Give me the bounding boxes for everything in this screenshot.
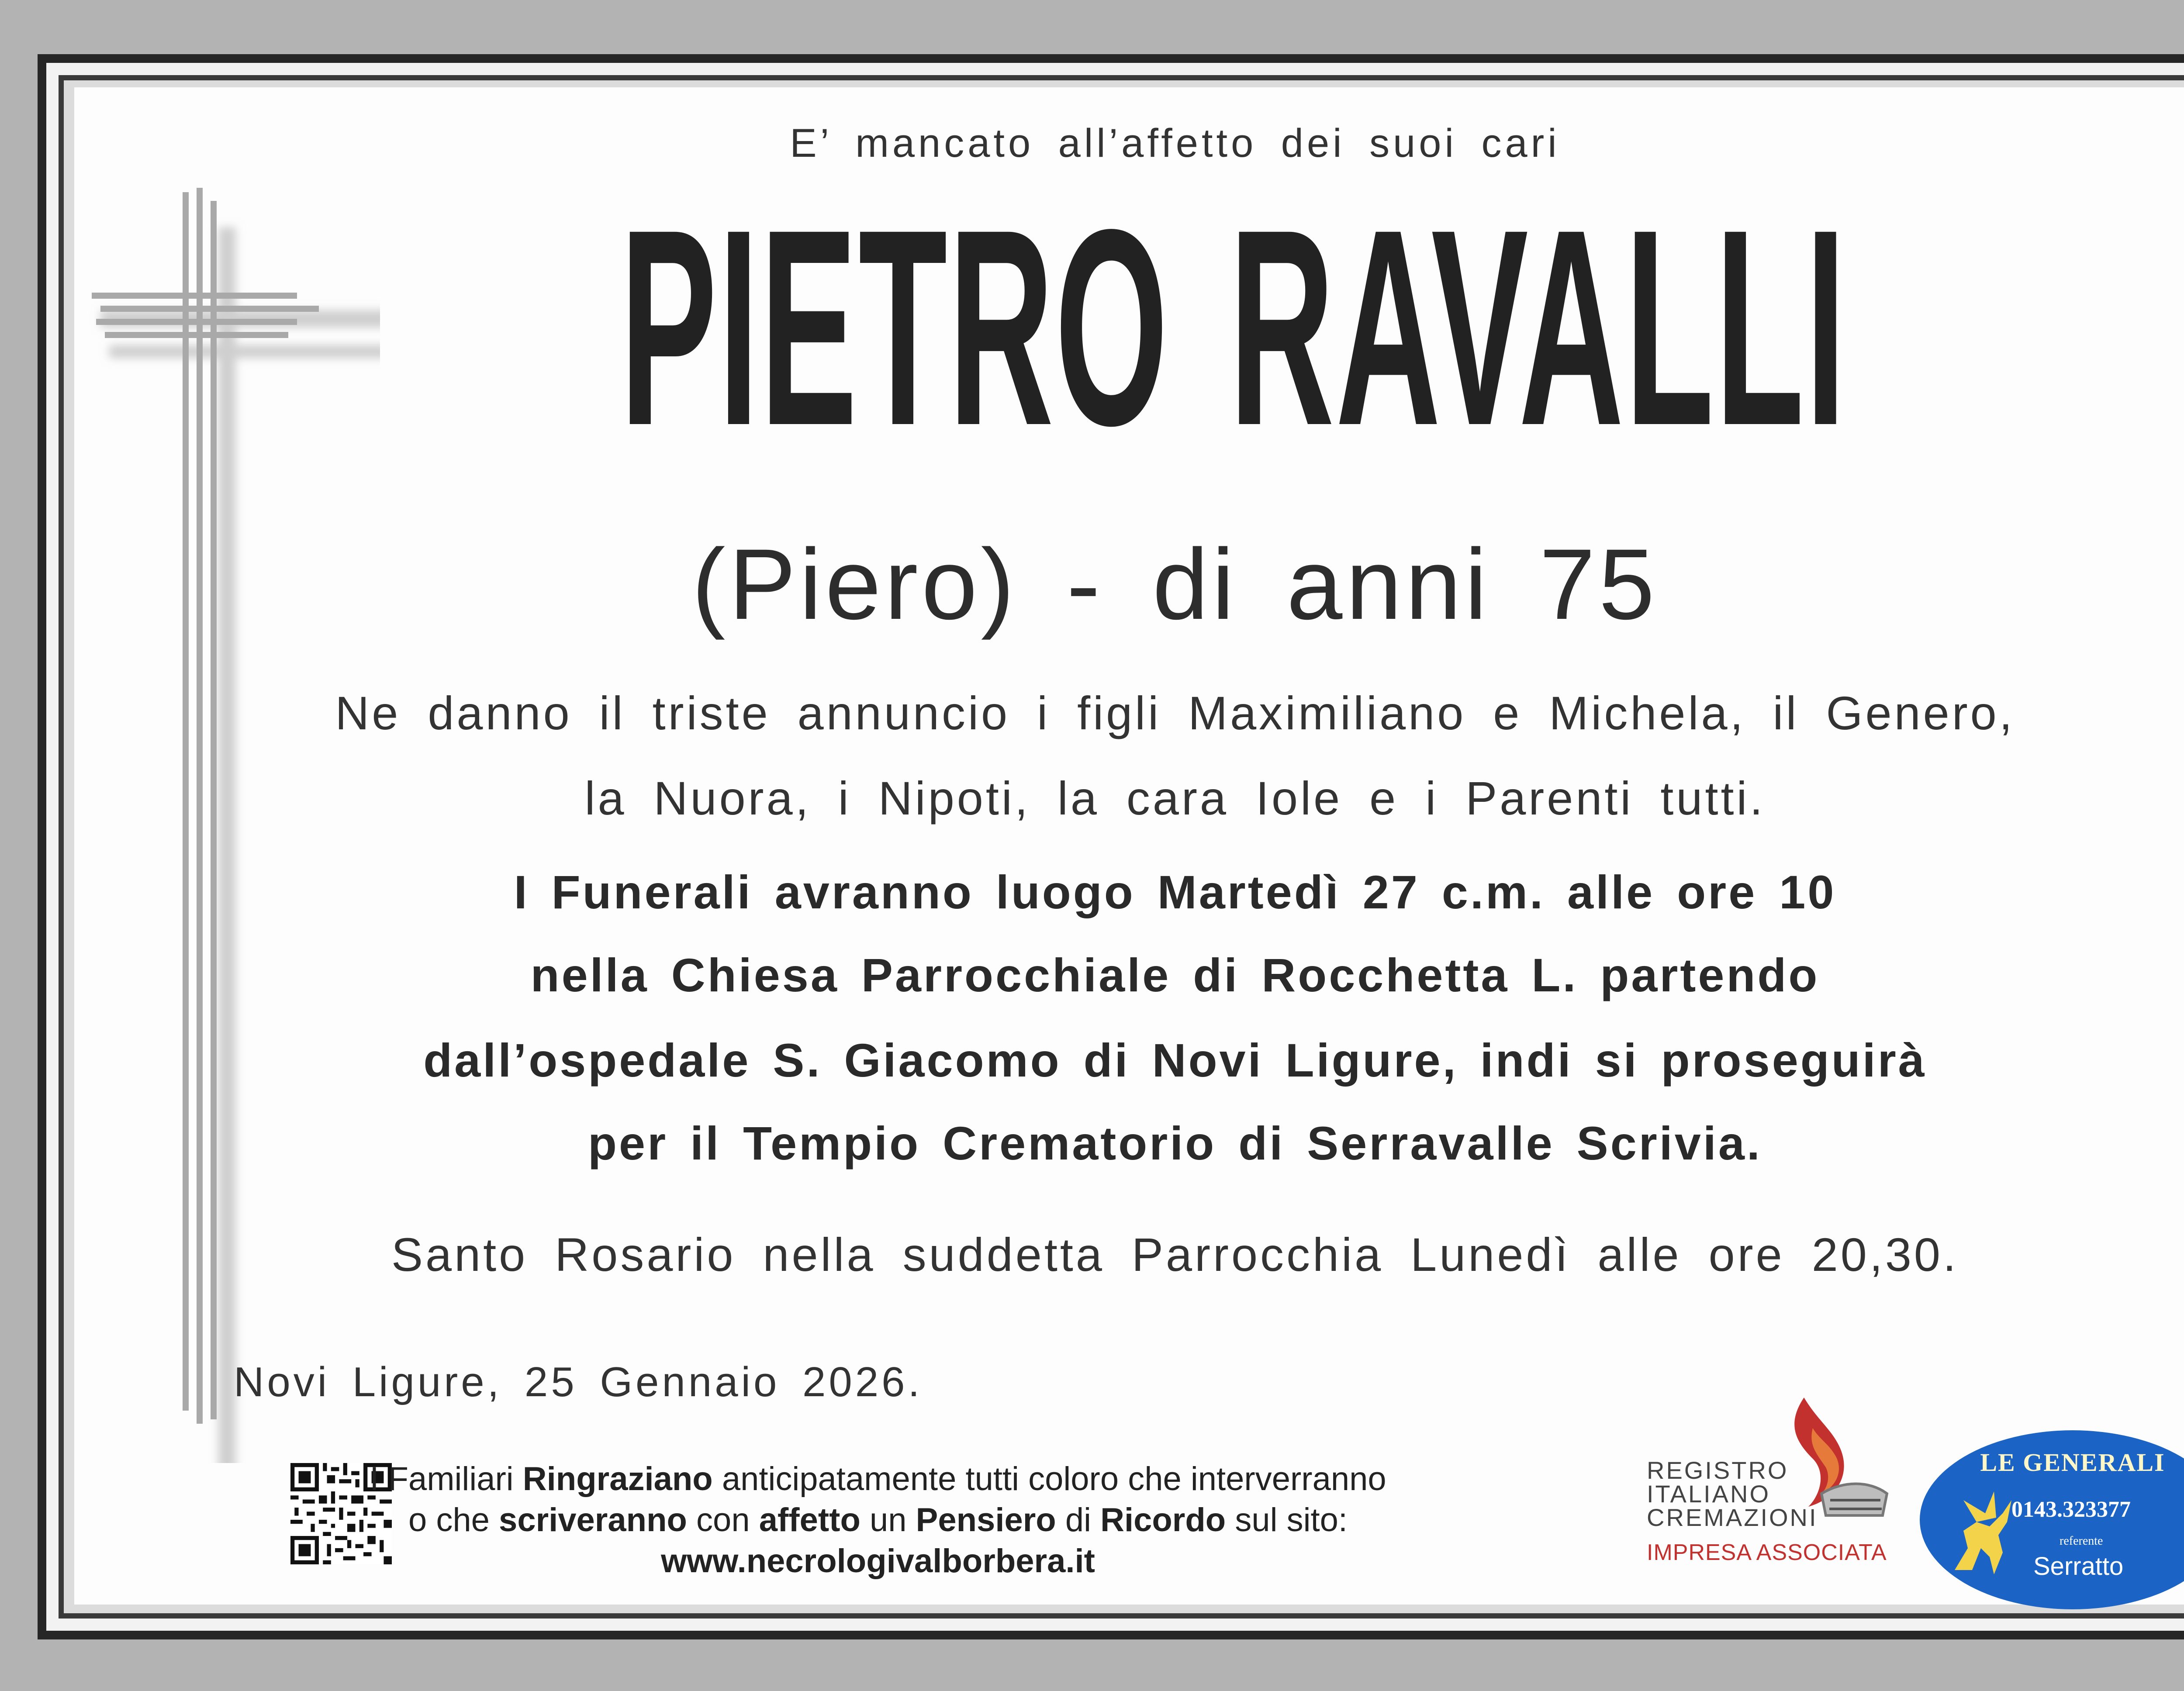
announcement-line-2: la Nuora, i Nipoti, la cara Iole e i Parenti tutti. (584, 772, 1766, 825)
thanks-line-1: I Familiari Ringraziano anticipatamente tutti coloro che interverranno (370, 1460, 1386, 1498)
place-date: Novi Ligure, 25 Gennaio 2026. (234, 1359, 923, 1405)
rcc-name: REGISTRO ITALIANO CREMAZIONI (1647, 1456, 1818, 1531)
thanks-line-2: o che scriveranno con affetto un Pensiero di Ricordo sul sito: (408, 1501, 1348, 1539)
funeral-line-3: dall’ospedale S. Giacomo di Novi Ligure, indi si proseguirà (423, 1034, 1927, 1087)
generali-title: LE GENERALI (1980, 1448, 2165, 1477)
nickname-age: (Piero) - di anni 75 (692, 528, 1658, 640)
funeral-line-2: nella Chiesa Parrocchiale di Rocchetta L. partendo (530, 949, 1820, 1001)
announcement-line-1: Ne danno il triste annuncio i figli Maximiliano e Michela, il Genero, (335, 687, 2015, 739)
website-link[interactable]: www.necrologivalborbera.it (661, 1543, 1095, 1580)
rcc-logo (1647, 1393, 1952, 1577)
thanks-text (363, 1459, 1393, 1582)
generali-logo (1920, 1430, 2184, 1609)
notice-paper (74, 87, 2184, 1605)
funeral-line-1: I Funerali avranno luogo Martedì 27 c.m. alle ore 10 (514, 866, 1836, 918)
rcc-associated-label: IMPRESA ASSOCIATA (1647, 1540, 1887, 1565)
rosary-text: Santo Rosario nella suddetta Parrocchia Lunedì alle ore 20,30. (391, 1228, 1959, 1281)
funeral-line-4: per il Tempio Crematorio di Serravalle Scrivia. (588, 1117, 1762, 1170)
generali-phone: 0143.323377 (2011, 1497, 2131, 1522)
generali-referent-label: referente (2060, 1534, 2103, 1548)
deceased-name: PIETRO RAVALLI (620, 171, 1847, 483)
intro-text: E’ mancato all’affetto dei suoi cari (790, 121, 1560, 166)
generali-person: Serratto (2033, 1552, 2124, 1581)
